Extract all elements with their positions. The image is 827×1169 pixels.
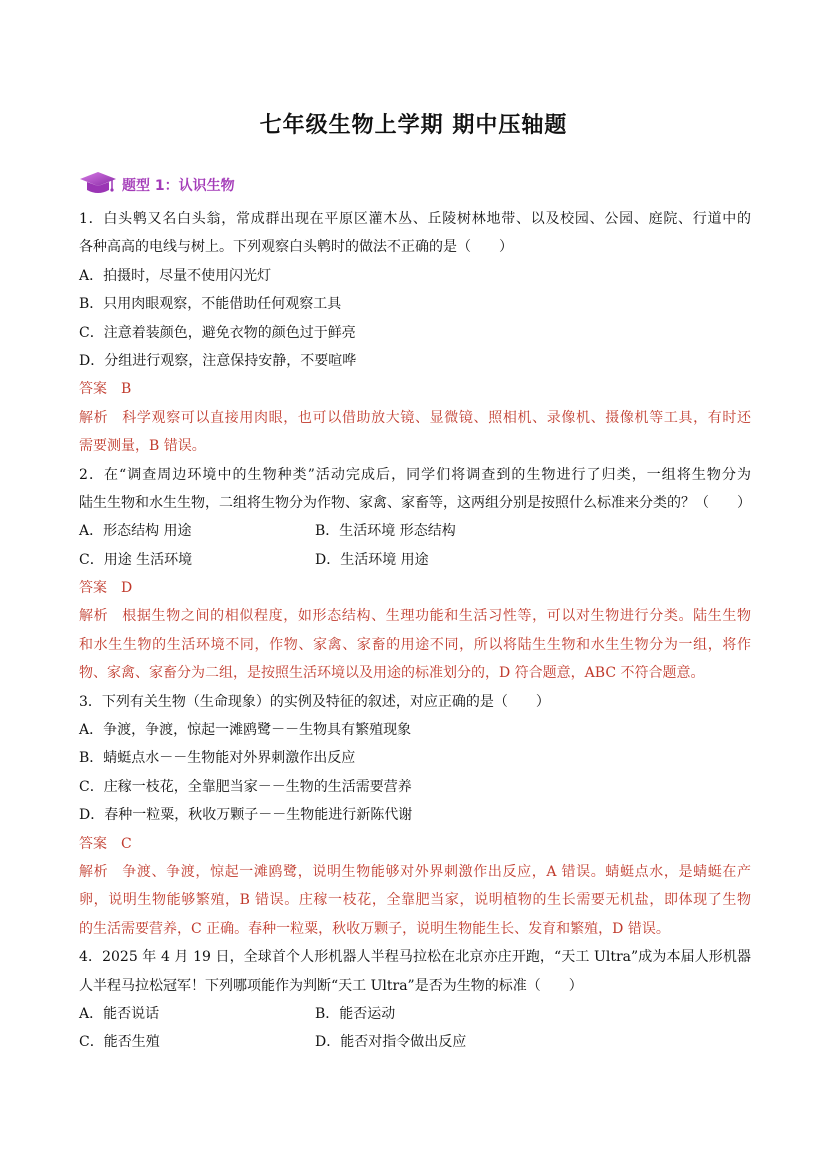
question-4-option-c: C．能否生殖: [79, 1034, 160, 1051]
question-3-option-d: D．春种一粒粟，秋收万颗子－－生物能进行新陈代谢: [79, 807, 413, 824]
question-2-analysis-line-3: 物、家禽、家畜分为二组，是按照生活环境以及用途的标准划分的，D 符合题意，ABC 不符合题意。: [79, 665, 705, 682]
question-2-option-d: D．生活环境 用途: [315, 551, 429, 568]
question-2-answer: [79, 574, 751, 602]
analysis-label: 解析: [79, 608, 109, 625]
question-1-option-b: B．只用肉眼观察，不能借助任何观察工具: [79, 296, 342, 313]
question-3-analysis-line-1: [79, 858, 751, 886]
question-3-analysis-line-2: 卵，说明生物能够繁殖，B 错误。庄稼一枝花，全靠肥当家，说明植物的生长需要无机盐，即体现了生物: [79, 892, 751, 909]
question-2-stem-line-2: 陆生生物和水生生物，二组将生物分为作物、家禽、家畜等，这两组分别是按照什么标准来分类的？（ ）: [79, 494, 751, 511]
analysis-text: 科学观察可以直接用肉眼，也可以借助放大镜、显微镜、照相机、录像机、摄像机等工具，有时还: [122, 409, 751, 426]
question-1-analysis-line-2: 需要测量，B 错误。: [79, 438, 206, 455]
analysis-label: 解析: [79, 863, 109, 880]
answer-value: C: [121, 835, 132, 852]
answer-value: D: [121, 580, 133, 597]
answer-label: 答案: [79, 381, 107, 398]
question-3-option-c: C．庄稼一枝花，全靠肥当家－－生物的生活需要营养: [79, 778, 412, 795]
question-4-option-d: D．能否对指令做出反应: [315, 1034, 467, 1051]
question-1-analysis-line-1: [79, 404, 751, 432]
question-2-option-a: A．形态结构 用途: [79, 523, 192, 540]
question-1-option-d: D．分组进行观察，注意保持安静，不要喧哗: [79, 352, 357, 369]
question-1-option-a: A．拍摄时，尽量不使用闪光灯: [79, 267, 272, 284]
question-1-stem-line-1: 1．白头鹎又名白头翁，常成群出现在平原区灌木丛、丘陵树林地带、以及校园、公园、庭院、行道中的: [79, 211, 751, 227]
question-4-stem-line-2: 人半程马拉松冠军！下列哪项能作为判断“天工 Ultra”是否为生物的标准（ ）: [79, 977, 583, 994]
question-4-options-row-1: [79, 1000, 751, 1028]
question-3-option-a: A．争渡，争渡，惊起一滩鸥鹭－－生物具有繁殖现象: [79, 722, 412, 739]
question-3-answer: [79, 830, 751, 858]
question-2-options-row-1: [79, 517, 751, 545]
section-header: [78, 168, 235, 200]
question-2-analysis-line-1: [79, 602, 751, 630]
question-1-stem-line-2: 各种高高的电线与树上。下列观察白头鹎时的做法不正确的是（ ）: [79, 239, 513, 256]
question-2-analysis-line-2: 和水生生物的生活环境不同，作物、家禽、家畜的用途不同，所以将陆生生物和水生生物分为一组，将作: [79, 636, 751, 653]
question-3-analysis-line-3: 的生活需要营养，C 正确。春种一粒粟，秋收万颗子，说明生物能生长、发育和繁殖，D 错误。: [79, 920, 670, 937]
analysis-text: 根据生物之间的相似程度，如形态结构、生理功能和生活习性等，可以对生物进行分类。陆生生物: [122, 608, 751, 625]
question-3-stem: 3．下列有关生物（生命现象）的实例及特征的叙述，对应正确的是（ ）: [79, 693, 550, 710]
question-3-option-b: B．蜻蜓点水－－生物能对外界刺激作出反应: [79, 750, 356, 767]
question-2-options-row-2: [79, 546, 751, 574]
question-1-option-c: C．注意着装颜色，避免衣物的颜色过于鲜亮: [79, 324, 356, 341]
question-2-option-c: C．用途 生活环境: [79, 551, 193, 568]
section-title: 题型 1：认识生物: [122, 178, 235, 194]
answer-label: 答案: [79, 580, 107, 597]
analysis-label: 解析: [79, 409, 109, 426]
page-title: 七年级生物上学期 期中压轴题: [259, 112, 568, 138]
analysis-text: 争渡、争渡，惊起一滩鸥鹭，说明生物能够对外界刺激作出反应，A 错误。蜻蜓点水，是蜻蜓在产: [122, 863, 751, 880]
question-4-stem-line-1: 4．2025 年 4 月 19 日，全球首个人形机器人半程马拉松在北京亦庄开跑，“天工 Ultra”成为本届人形机器: [79, 949, 751, 966]
answer-label: 答案: [79, 835, 107, 852]
answer-value: B: [121, 381, 132, 398]
graduation-cap-icon: [78, 169, 118, 199]
question-4-option-b: B．能否运动: [315, 1005, 396, 1022]
question-1-answer: [79, 375, 751, 403]
question-2-stem-line-1: 2．在“调查周边环境中的生物种类”活动完成后，同学们将调查到的生物进行了归类，一组将生物分为: [79, 466, 751, 483]
question-4-option-a: A．能否说话: [79, 1005, 160, 1022]
question-2-option-b: B．生活环境 形态结构: [315, 523, 456, 540]
question-4-options-row-2: [79, 1028, 751, 1056]
question-list: [79, 205, 751, 1057]
